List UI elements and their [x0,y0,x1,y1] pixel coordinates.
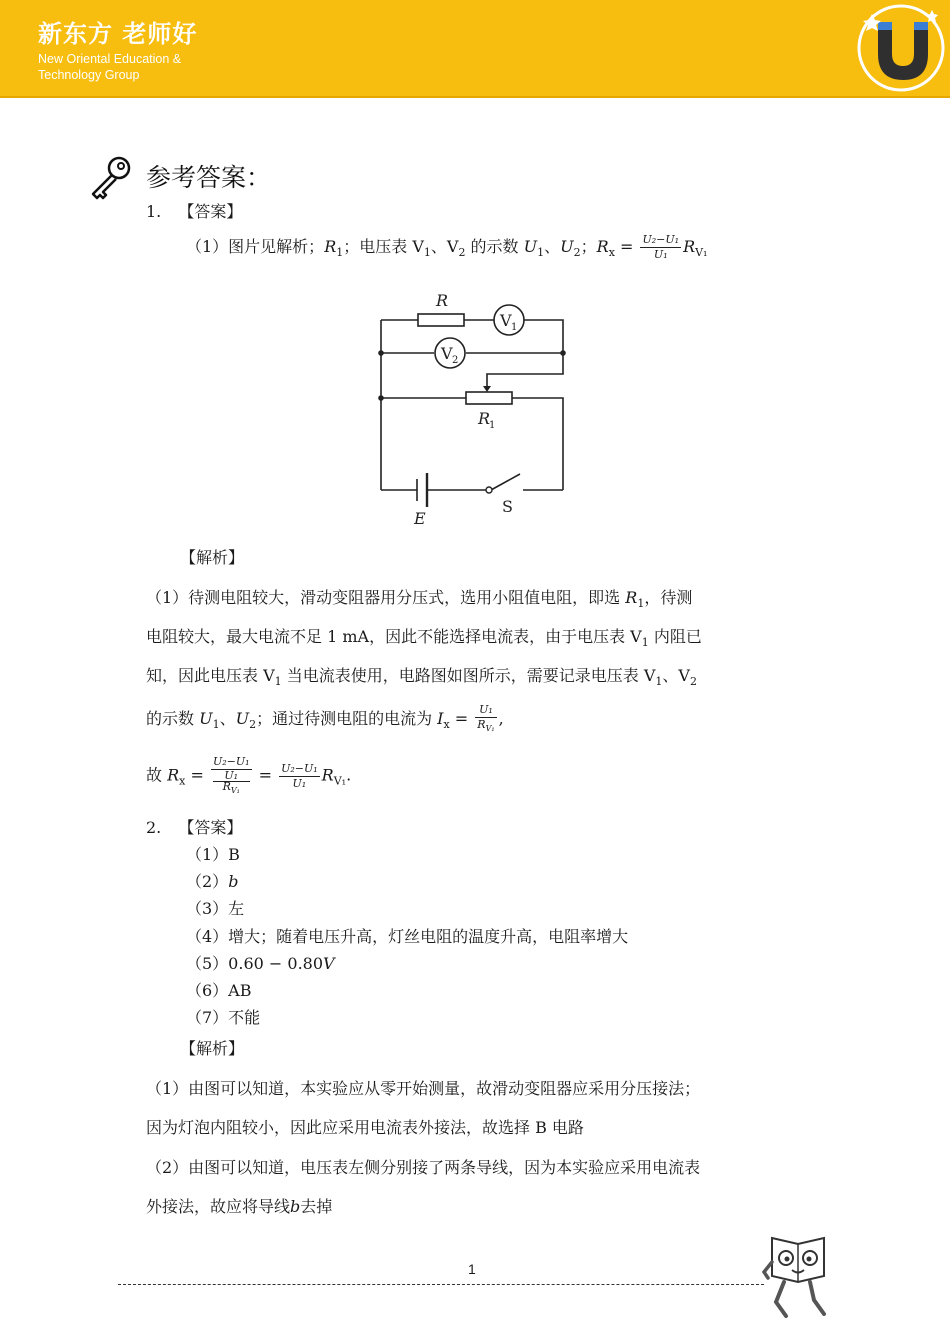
q2-analysis-line: （2）由图可以知道，电压表左侧分别接了两条导线，因为本实验应采用电流表 [146,1158,701,1177]
q1-analysis-line: （1）待测电阻较大，滑动变阻器用分压式，选用小阻值电阻，即选 $R_1$，待测 [146,588,693,610]
label-E: E [414,509,426,528]
section-title: 参考答案： [146,163,272,192]
q1-analysis-line: 电阻较大，最大电流不足 1 mA，因此不能选择电流表，由于电压表 $V_1$ 内阻已 [146,627,702,649]
q2-answer-item: （3）左 [186,899,245,918]
svg-text:2: 2 [452,355,459,366]
q2-answer-item: （6）AB [186,981,252,1000]
q2-analysis-line: 因为灯泡内阻较小，因此应采用电流表外接法，故选择 B 电路 [146,1118,584,1137]
q2-analysis-line: （1）由图可以知道，本实验应从零开始测量，故滑动变阻器应采用分压接法； [146,1079,701,1098]
q1-analysis-line: 知，因此电压表 $V_1$ 当电流表使用，电路图如图所示，需要记录电压表 $V_1$、$V_2$ [146,666,697,688]
brand-name-en: New Oriental Education & Technology Group [38,52,182,82]
label-R: R [436,291,449,310]
svg-text:1: 1 [511,322,518,333]
fraction: $\frac{\text{U₂−U₁}}{\text{U₁}}$ [642,233,680,261]
q1-analysis-line: 的示数 $U_1$、$U_2$；通过待测电阻的电流为 $I_x$ = $\frac{\text{U₁}}{R_{V_1}}$ , [146,703,504,734]
q2-header [146,818,242,838]
fraction: $\frac{\text{U₁}}{R_{V_1}}$ [477,703,495,734]
q1-number: 1. [146,202,162,221]
q2-analysis-tag: 【解析】 [180,1039,245,1058]
fraction: U₂−U₁ U₁ $R_{V_1}$ [212,755,250,796]
q1-header [146,202,242,222]
label-R1: R [478,409,491,428]
label-V1: V [500,311,512,330]
mascot-book-icon [762,1232,834,1320]
q1-analysis-tag: 【解析】 [180,548,245,567]
footer-divider [118,1284,764,1285]
q1-answer-tag: 【答案】 [178,202,243,221]
svg-text:1: 1 [489,420,496,431]
q1-analysis-line: 故 $R_x$ = U₂−U₁ U₁ $R_{V_1}$ = $\frac{\text{U₂−U₁}}{\text{U₁}}$ $R_{V_1}$. [146,755,352,796]
page-number: 1 [468,1261,476,1277]
magnet-logo-icon [856,4,946,92]
q2-answer-item: （1）B [186,845,240,864]
fraction: $\frac{\text{U₂−U₁}}{\text{U₁}}$ [281,761,318,790]
label-V2: V [441,344,453,363]
circuit-diagram [370,286,580,532]
header-banner [0,0,950,98]
q2-number: 2. [146,818,162,837]
q2-answer-item: （5）0.60 − 0.80V [186,954,335,973]
q1-answer-line: （1）图片见解析；$R_1$；电压表 $V_1$、$V_2$ 的示数 $U_1$、$U_2$；$R_x$ = $\frac{\text{U₂−U₁}}{\text{U₁}}$ $R_{V_1}$ [186,233,708,261]
key-icon [88,154,134,200]
brand-name-cn: 新东方 老师好 [38,20,198,48]
q2-answer-item: （4）增大；随着电压升高，灯丝电阻的温度升高，电阻率增大 [186,927,629,946]
q2-answer-tag: 【答案】 [178,818,243,837]
q2-answer-item: （7）不能 [186,1008,261,1027]
q2-answer-item: （2）b [186,872,239,891]
label-S: S [502,497,513,516]
q2-analysis-line: 外接法，故应将导线b去掉 [146,1197,333,1216]
